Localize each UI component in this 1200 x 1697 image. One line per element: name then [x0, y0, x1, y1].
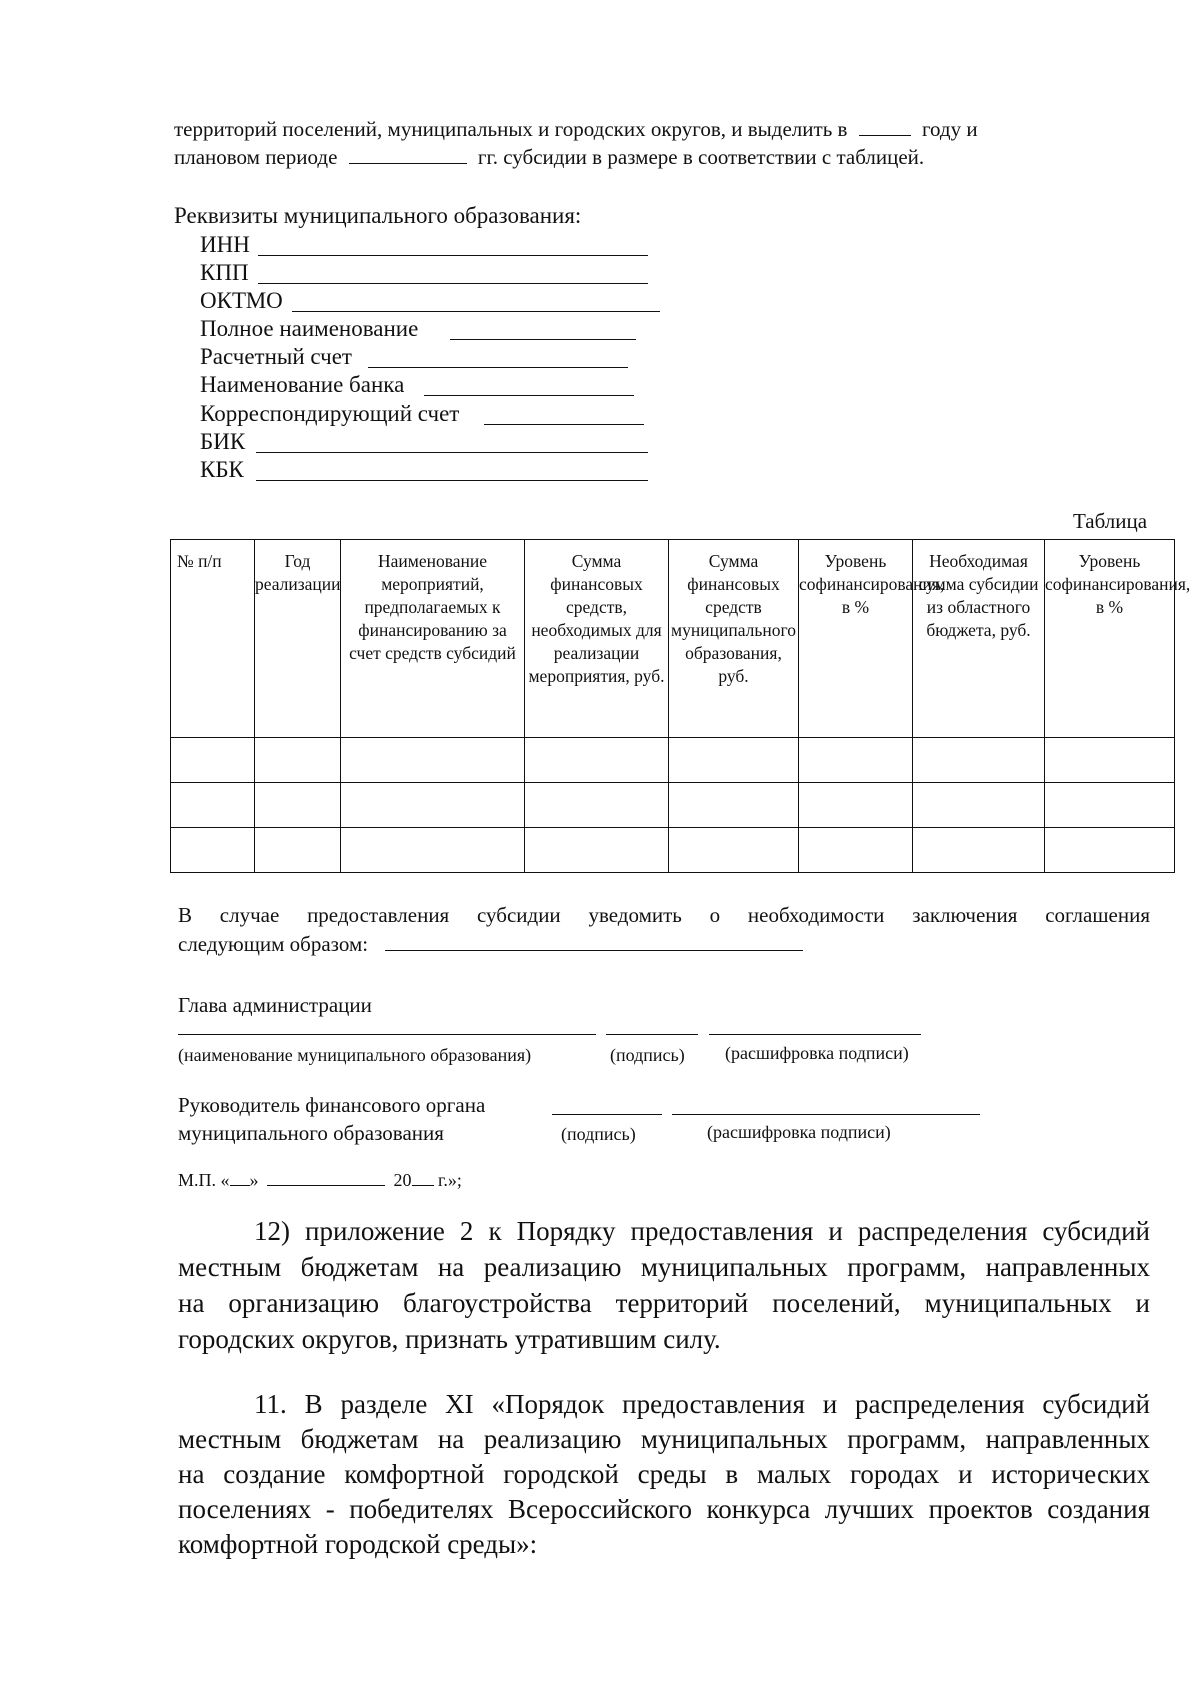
period-blank	[349, 145, 467, 164]
year-blank	[859, 117, 911, 136]
table-cell[interactable]	[255, 738, 341, 783]
kbk-field[interactable]	[256, 480, 648, 481]
inn-label: ИНН	[200, 232, 250, 257]
table-cell[interactable]	[913, 828, 1045, 873]
item11-line-5: комфортной городской среды»:	[178, 1529, 538, 1559]
table-cell[interactable]	[341, 738, 525, 783]
table-cell[interactable]	[799, 828, 913, 873]
table-cell[interactable]	[525, 828, 669, 873]
item12-line-1: 12) приложение 2 к Порядку предоставления и распределения субсидий	[254, 1216, 1150, 1246]
finance-signature-line[interactable]	[552, 1114, 662, 1115]
account-field[interactable]	[368, 367, 628, 368]
caption-decode-2: (расшифровка подписи)	[707, 1122, 891, 1142]
table-cell[interactable]	[525, 738, 669, 783]
head-decode-line[interactable]	[709, 1034, 921, 1035]
col-header-activity: Наименование мероприятий, предполагаемых к финансированию за счет средств субсидий	[341, 540, 525, 738]
bank-name-field[interactable]	[424, 395, 634, 396]
full-name-label: Полное наименование	[200, 316, 419, 341]
caption-signature: (подпись)	[610, 1045, 685, 1065]
intro-line-2: плановом периоде гг. субсидии в размере в соответствии с таблицей.	[174, 145, 925, 169]
day-field[interactable]	[230, 1171, 250, 1186]
table-cell[interactable]	[255, 828, 341, 873]
table-cell[interactable]	[171, 828, 255, 873]
head-signature-line[interactable]	[606, 1034, 698, 1035]
table-cell[interactable]	[341, 783, 525, 828]
month-field[interactable]	[267, 1171, 385, 1186]
corr-account-label: Корреспондирующий счет	[200, 401, 460, 426]
item11-line-3: на создание комфортной городской среды в малых городах и исторических	[178, 1459, 1150, 1489]
intro-line-1: территорий поселений, муниципальных и городских округов, и выделить в году и	[174, 117, 978, 141]
table-cell[interactable]	[171, 738, 255, 783]
bik-label: БИК	[200, 429, 246, 454]
table-cell[interactable]	[341, 828, 525, 873]
table-cell[interactable]	[255, 783, 341, 828]
table-row	[171, 783, 1175, 828]
item11-line-2: местным бюджетам на реализацию муниципальных программ, направленных	[178, 1424, 1150, 1454]
kpp-label: КПП	[200, 260, 249, 285]
item12-line-3: на организацию благоустройства территорий поселений, муниципальных и	[178, 1288, 1150, 1318]
finance-decode-line[interactable]	[672, 1114, 980, 1115]
table-cell[interactable]	[669, 738, 799, 783]
notice-line-2: следующим образом:	[178, 932, 803, 956]
finance-head-line-1: Руководитель финансового органа	[178, 1093, 486, 1117]
table-cell[interactable]	[1045, 783, 1175, 828]
col-header-municipal-sum: Сумма финансовых средств муниципального образования, руб.	[669, 540, 799, 738]
table-cell[interactable]	[1045, 828, 1175, 873]
kbk-label: КБК	[200, 457, 244, 482]
table-cell[interactable]	[525, 783, 669, 828]
item11-line-1: 11. В разделе XI «Порядок предоставления и распределения субсидий	[254, 1389, 1150, 1419]
caption-decode: (расшифровка подписи)	[725, 1043, 909, 1063]
table-cell[interactable]	[913, 738, 1045, 783]
table-row	[171, 828, 1175, 873]
item11-line-4: поселениях - победителях Всероссийского конкурса лучших проектов создания	[178, 1494, 1150, 1524]
bik-field[interactable]	[256, 452, 648, 453]
year-field[interactable]	[412, 1171, 434, 1186]
table-cell[interactable]	[799, 783, 913, 828]
col-header-number: № п/п	[171, 540, 255, 738]
table-cell[interactable]	[669, 828, 799, 873]
subsidy-table	[170, 539, 1191, 873]
table-cell[interactable]	[171, 783, 255, 828]
inn-field[interactable]	[258, 255, 648, 256]
finance-head-line-2: муниципального образования	[178, 1121, 444, 1145]
notice-line-1: В случае предоставления субсидии уведомить о необходимости заключения соглашения	[178, 903, 1150, 927]
head-title: Глава администрации	[178, 993, 372, 1017]
table-cell[interactable]	[669, 783, 799, 828]
kpp-field[interactable]	[258, 283, 648, 284]
table-cell[interactable]	[799, 738, 913, 783]
full-name-field[interactable]	[450, 339, 636, 340]
table-row	[171, 738, 1175, 783]
caption-municipality-name: (наименование муниципального образования)	[178, 1045, 532, 1065]
stamp-date-line: М.П. « » 20 г.»;	[178, 1170, 462, 1190]
col-header-subsidy-sum: Необходимая сумма субсидии из областного бюджета, руб.	[913, 540, 1045, 738]
table-cell[interactable]	[913, 783, 1045, 828]
requisites-title: Реквизиты муниципального образования:	[174, 203, 582, 228]
col-header-total-sum: Сумма финансовых средств, необходимых для реализации мероприятия, руб.	[525, 540, 669, 738]
col-header-cofinancing-level: Уровень софинансирования, в %	[799, 540, 913, 738]
col-header-year: Год реализации	[255, 540, 341, 738]
item12-line-2: местным бюджетам на реализацию муниципальных программ, направленных	[178, 1252, 1150, 1282]
table-cell[interactable]	[1045, 738, 1175, 783]
notice-method-field[interactable]	[385, 932, 803, 951]
item12-line-4: городских округов, признать утратившим силу.	[178, 1324, 721, 1354]
col-header-cofinancing-level-2: Уровень софинансирования, в %	[1045, 540, 1175, 738]
bank-name-label: Наименование банка	[200, 372, 405, 397]
table-header-row	[171, 540, 1175, 738]
table-caption: Таблица	[1073, 509, 1148, 533]
account-label: Расчетный счет	[200, 344, 352, 369]
corr-account-field[interactable]	[484, 424, 644, 425]
oktmo-field[interactable]	[292, 311, 660, 312]
municipality-name-line[interactable]	[178, 1034, 596, 1035]
caption-signature-2: (подпись)	[561, 1124, 636, 1144]
oktmo-label: ОКТМО	[200, 288, 283, 313]
